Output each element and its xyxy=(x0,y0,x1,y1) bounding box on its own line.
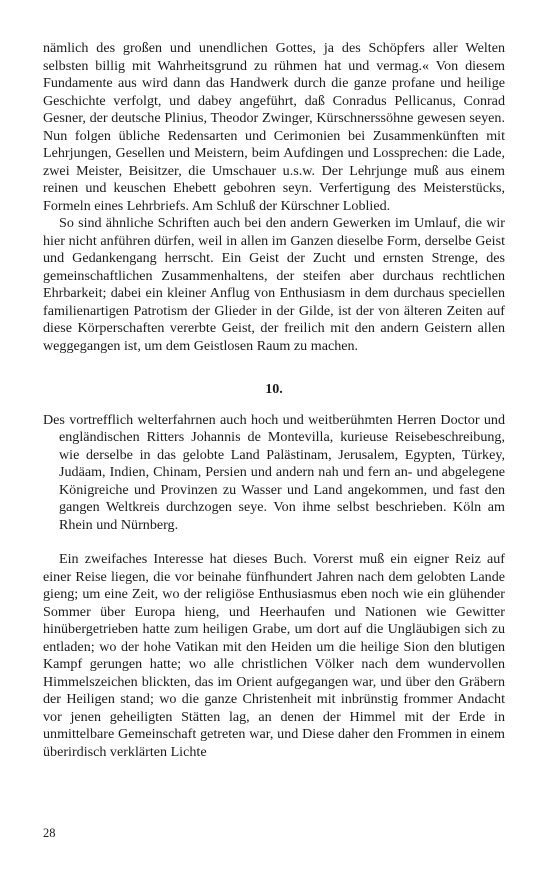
page-number: 28 xyxy=(43,826,56,840)
page-text xyxy=(43,40,505,761)
paragraph-twofold-interest: Ein zweifaches Interesse hat dieses Buch. Vorerst muß ein eigner Reiz auf einer Reise liegen, die vor beinahe fünfhundert Jahren nach dem gelobten Lande gieng; um eine Zeit, wo der religiöse Enthusiasmus eben noch wie ein glühender Sommer über Europa hieng, und Heerhaufen und Nationen wie Gewitter hinübergetrieben hatte zum heiligen Grabe, um dort auf die Ungläubigen sich zu entladen; wo der hohe Vatikan mit den Heiden um die heilige Sion den blutigen Kampf gerungen hatte; wo alle christlichen Völker nach dem wundervollen Himmelszeichen blickten, das im Orient aufgegangen war, und über den Gräbern der Heiligen stand; wo die ganze Christenheit mit inbrünstig frommer Andacht vor jenen geheiligten Stätten lag, an denen der Himmel mit der Erde in unmittelbare Gemeinschaft getreten war, und Diese daher den Frommen in einem überirdisch verklärten Lichte xyxy=(43,551,505,760)
book-title-entry: Des vortrefflich welterfahrnen auch hoch und weitberühmten Herren Doctor und engländischen Ritters Johannis de Montevilla, kurieuse Reisebeschreibung, wie derselbe in das gelobte Land Palästinam, Jerusalem, Egypten, Türkey, Judäam, Indien, Chinam, Persien und andern nah und fern an- und abgelegene Königreiche und Provinzen zu Wasser und Land angekommen, und fast den gangen Weltkreis durchzogen seye. Von ihme selbst beschrieben. Köln am Rhein und Nürnberg. xyxy=(43,411,505,533)
spacer xyxy=(43,534,505,551)
paragraph-guild-text-end: nämlich des großen und unendlichen Gottes, ja des Schöpfers aller Welten selbsten billig mit Wahrheitsgrund zu rühmen hat und vermag.« Von diesem Fundamente aus wird dann das Handwerk durch die ganze profane und heilige Geschichte verfolgt, und dabey angeführt, daß Conradus Pellicanus, Conrad Gesner, der deutsche Plinius, Theodor Zwinger, Kürschnerssöhne gewesen seyen. Nun folgen übliche Redensarten und Cerimonien bei Zusammenkünften mit Lehrjungen, Gesellen und Meistern, beim Aufdingen und Lossprechen: die Lade, zwei Meister, Beisitzer, die Umschauer u.s.w. Der Lehrjunge muß aus einem reinen und keuschen Ehebett gebohren seyn. Verfertigung des Meisterstücks, Formeln eines Lehrbriefs. Am Schluß der Kürschner Loblied. xyxy=(43,40,505,214)
section-number: 10. xyxy=(265,381,283,397)
paragraph-other-trades: So sind ähnliche Schriften auch bei den andern Gewerken im Umlauf, die wir hier nicht anführen dürfen, weil in allen im Ganzen dieselbe Form, derselbe Geist und Gedankengang herrscht. Ein Geist der Zucht und ernsten Strenge, des gemeinschaftlichen Zusammenhaltens, der steifen aber durchaus rechtlichen Ehrbarkeit; dabei ein kleiner Anflug von Enthusiasm in dem durchaus speciellen familienartigen Patrotism der Glieder in der Gilde, ist der von älteren Zeiten auf diese Körperschaften vererbte Geist, der freilich mit den andern Geistern allen weggegangen ist, um dem Geistlosen Raum zu machen. xyxy=(43,215,505,354)
